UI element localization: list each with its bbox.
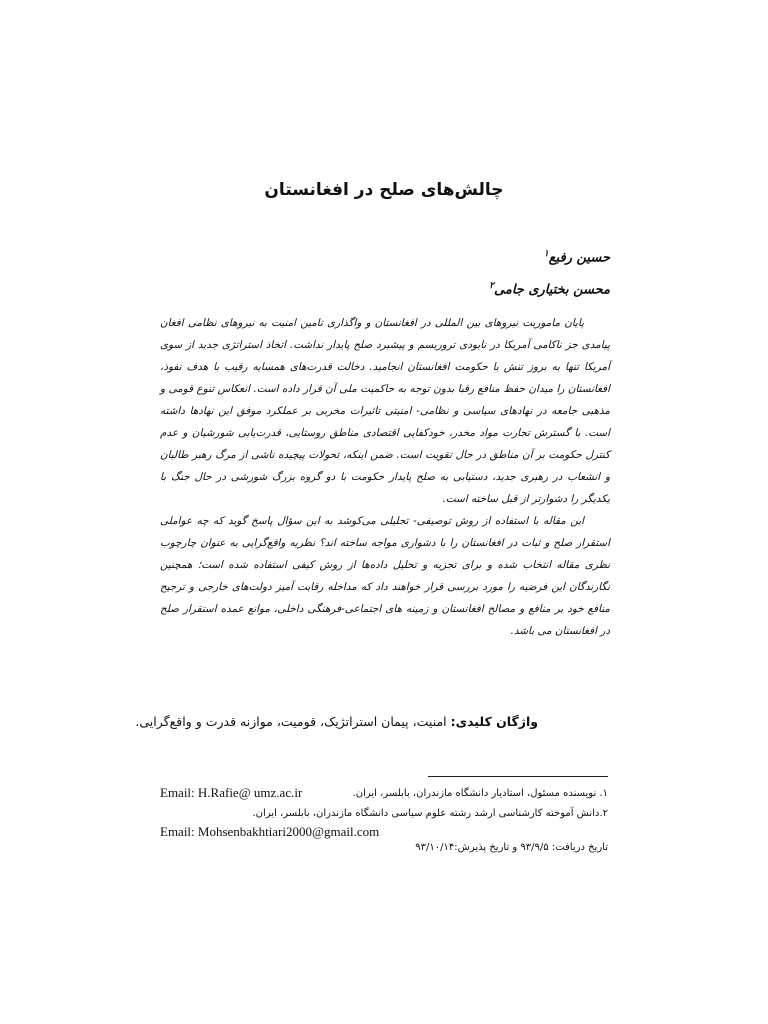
author-list (489, 240, 610, 305)
abstract (160, 312, 610, 642)
abstract-paragraph-1: پایان ماموریت نیروهای بین المللی در افغانستان و واگذاری تامین امنیت به نیروهای نظامی افغان پیامدی جز ناکامی آمریکا در نابودی تروریسم و پیشبرد صلح پایدار نداشت. اتخاذ استراتژی جدید از سوی آمریکا تنها به بروز تنش با حکومت افغانستان انجامید. دخالت قدرت‌های همسایه رقیب با هدف نفوذ، افغانستان را میدان حفظ منافع رقبا بدون توجه به حاکمیت ملی آن قرار داده است. انعکاس تنوع قومی و مذهبی جامعه در نهادهای سیاسی و نظامی- امنیتی تاثیرات مخربی بر عملکرد موفق این نهادها داشته است. با گسترش تجارت مواد مخدر، خودکفایی اقتصادی مناطق روستایی، قدرت‌یابی شورشیان و عدم کنترل حکومت بر آن مناطق در حال تقویت است. ضمن اینکه، تحولات پیچیده ناشی از مرگ رهبر طالبان و انشعاب در رهبری جدید، دستیابی به صلح پایدار حکومت با دو گروه بزرگ شورشی در حال جنگ با یکدیگر را دشوارتر از قبل ساخته است. (160, 317, 610, 505)
footnote-2: ۲.دانش آموخته کارشناسی ارشد رشته علوم سیاسی دانشگاه مازندران، بابلسر، ایران. (252, 808, 608, 819)
author-2-name: محسن بختیاری جامی (494, 282, 610, 298)
footnote-1: ۱. نویسنده مسئول، استادیار دانشگاه مازندران، بابلسر، ایران. (352, 788, 608, 799)
author-1-footnote-mark: ۱ (543, 249, 549, 259)
author-1-name: حسین رفیع (548, 250, 610, 266)
article-title: چالش‌های صلح در افغانستان (264, 180, 504, 200)
email-1: Email: H.Rafie@ umz.ac.ir (160, 785, 303, 800)
footnote-dates: تاریخ دریافت: ۹۳/۹/۵ و تاریخ پذیرش:۹۳/۱۰/۱۴ (415, 842, 608, 853)
author-1 (489, 240, 610, 272)
keywords-label: واژگان کلیدی: (450, 714, 538, 729)
keywords (135, 714, 538, 729)
author-2-footnote-mark: ۲ (489, 281, 495, 292)
author-2 (489, 272, 610, 304)
abstract-paragraph-2: این مقاله با استفاده از روش توصیفی- تحلیلی می‌کوشد به این سؤال پاسخ گوید که چه عواملی استقرار صلح و ثبات در افغانستان را با دشواری مواجه ساخته اند؟ نظریه واقع‌گرایی به عنوان چارچوب نظری مقاله انتخاب شده و برای تجزیه و تحلیل داده‌ها از روش کیفی استفاده شده است؛ همچنین نگارندگان این فرضیه را مورد بررسی قرار خواهند داد که مداخله رقابت آمیز دولت‌های خارجی و ترجیح منافع خود بر منافع و مصالح افغانستان و زمینه های اجتماعی-فرهنگی داخلی، موانع عمده استقرار صلح در افغانستان می باشد. (160, 515, 610, 637)
email-2: Email: Mohsenbakhtiari2000@gmail.com (160, 824, 380, 839)
keywords-text: امنیت، پیمان استراتژیک، قومیت، موازنه قدرت و واقع‌گرایی. (135, 714, 451, 729)
footnote-divider (428, 776, 608, 777)
